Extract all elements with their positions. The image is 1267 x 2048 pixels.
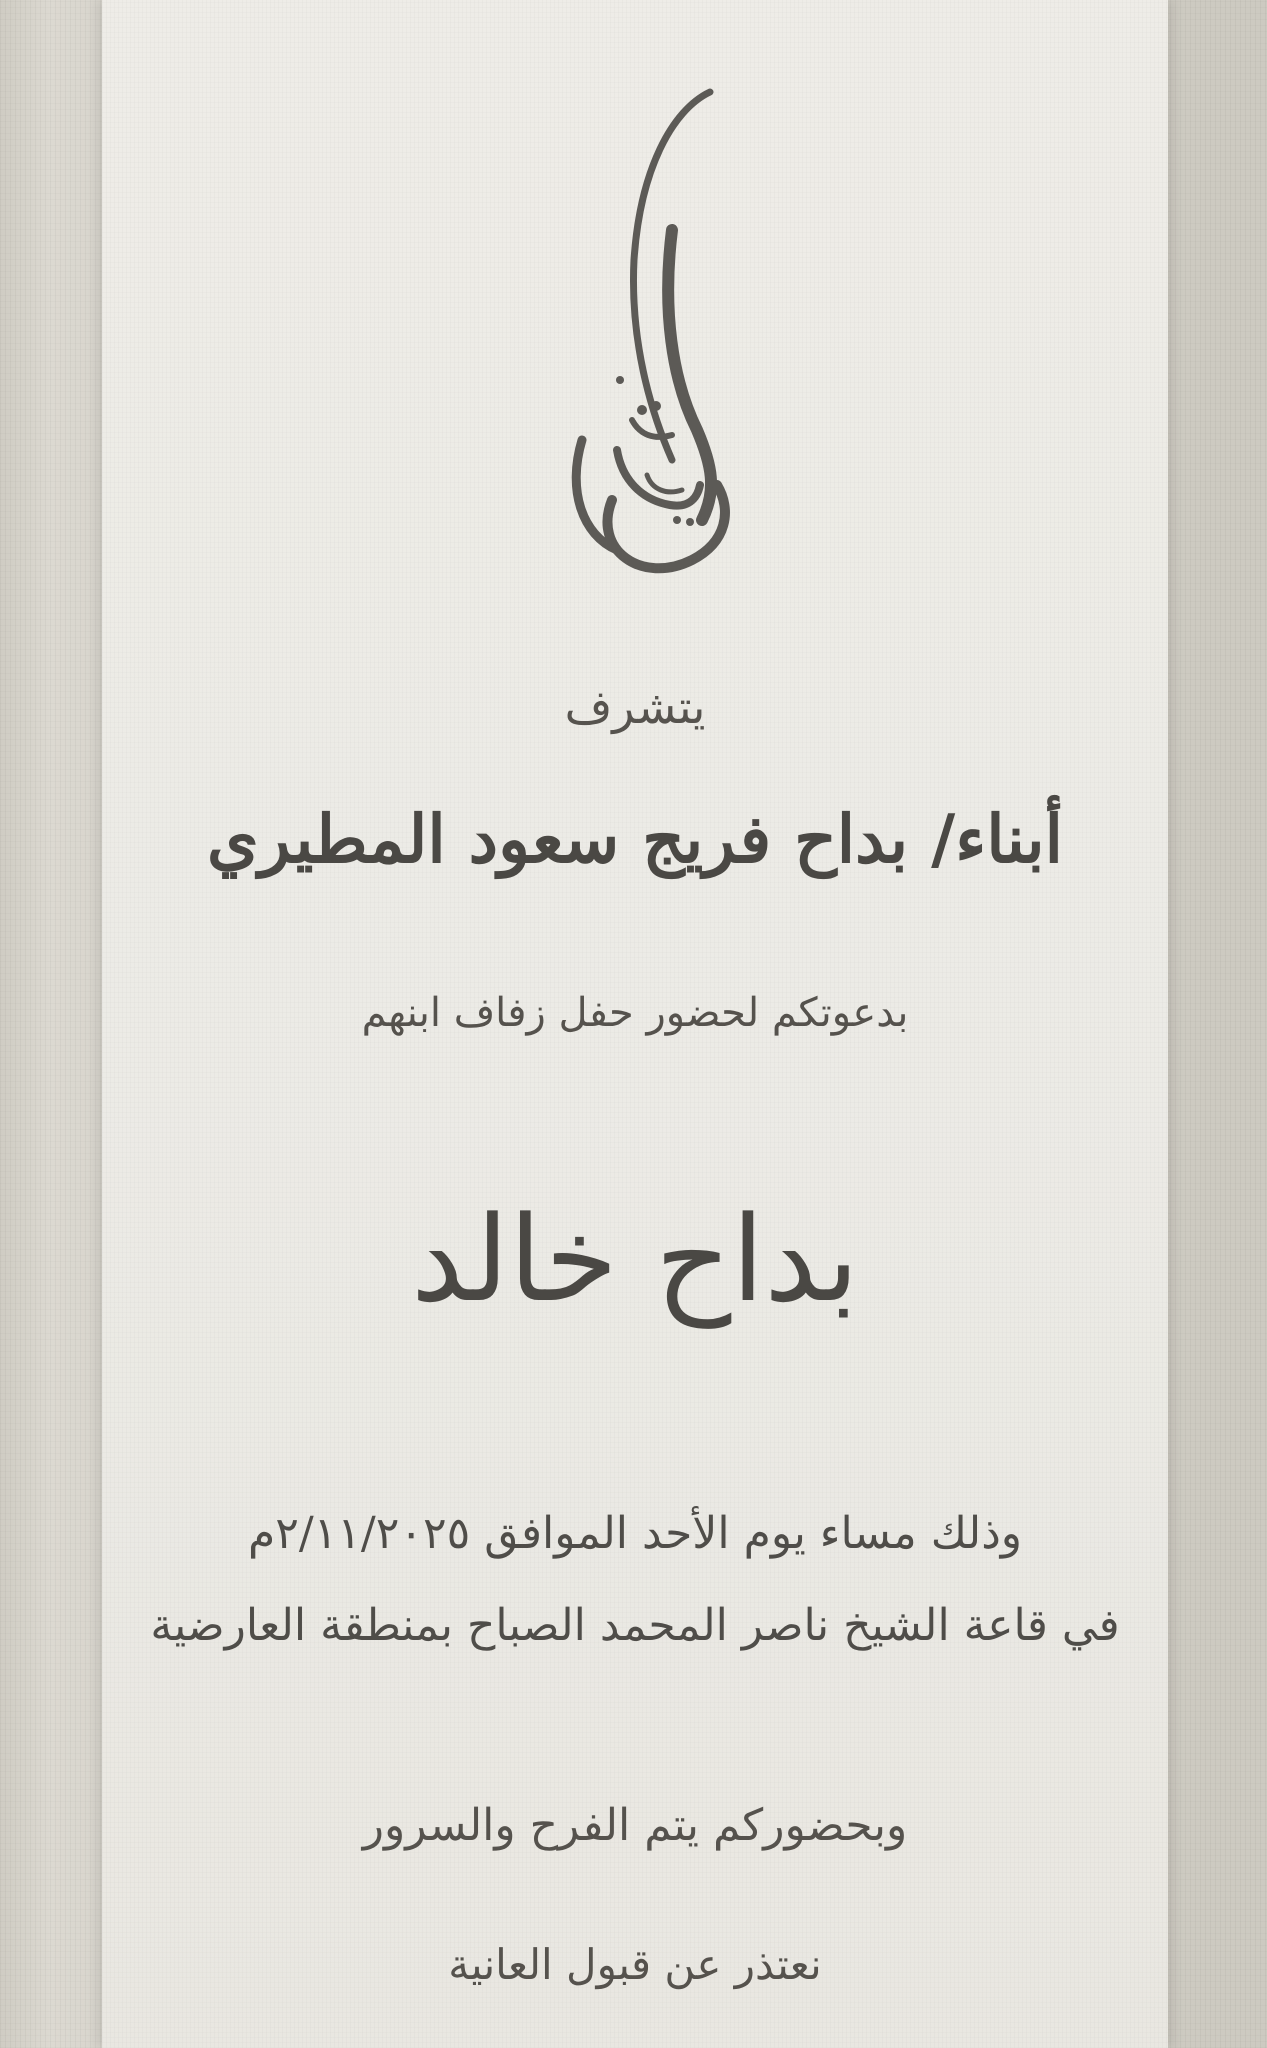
venue-line: في قاعة الشيخ ناصر المحمد الصباح بمنطقة العارضية <box>150 1600 1120 1651</box>
joy-line: وبحضوركم يتم الفرح والسرور <box>362 1800 908 1851</box>
invite-line: بدعوتكم لحضور حفل زفاف ابنهم <box>361 990 909 1036</box>
apology-line: نعتذر عن قبول العانية <box>448 1940 822 1989</box>
groom-name: بداح خالد <box>410 1190 860 1328</box>
calligraphy-logo-icon <box>522 80 842 600</box>
hosts-line: أبناء/ بداح فريج سعود المطيري <box>206 800 1064 878</box>
honor-line: يتشرف <box>564 680 706 734</box>
date-line: وذلك مساء يوم الأحد الموافق ٢/١١/٢٠٢٥م <box>247 1508 1023 1559</box>
invitation-card <box>102 0 1168 2048</box>
